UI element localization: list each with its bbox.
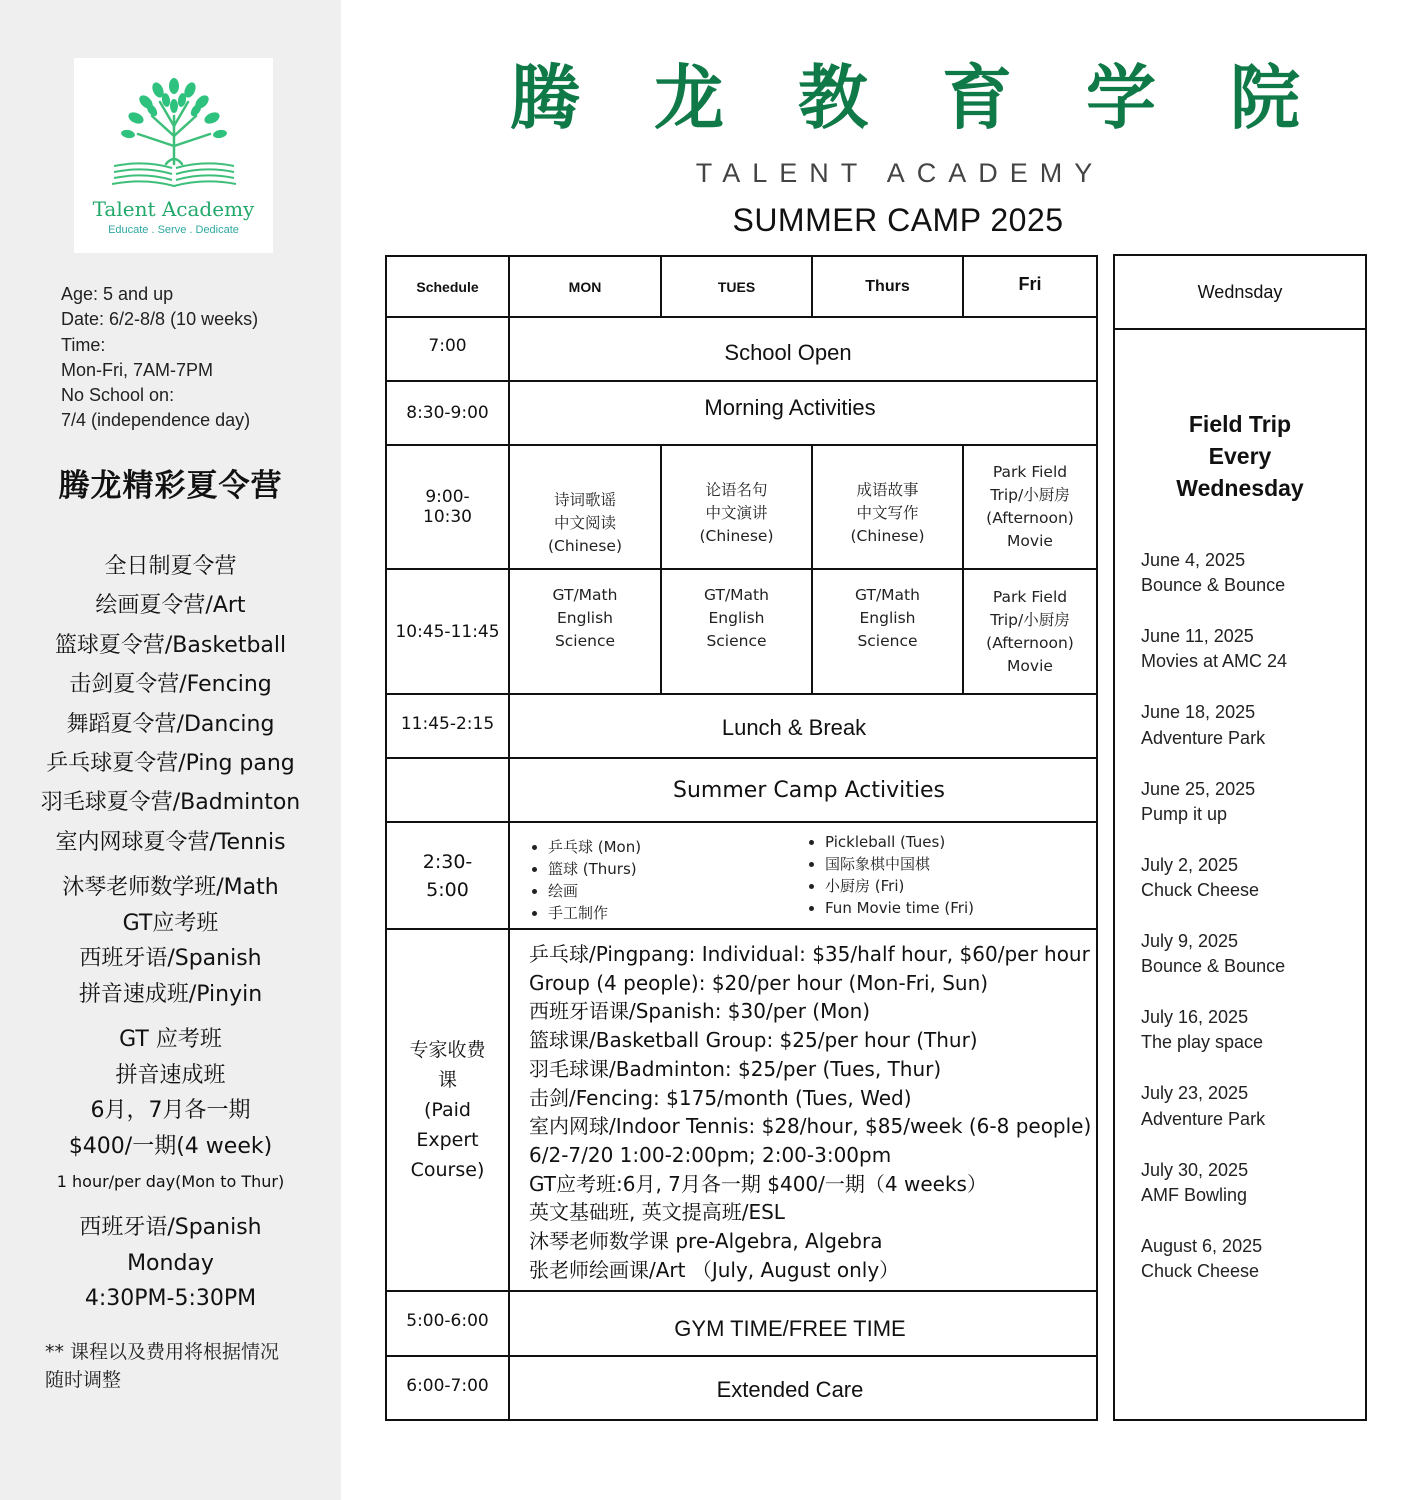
camp-item: 篮球夏令营/Basketball bbox=[54, 632, 287, 658]
gt-line: $400/一期(4 week) bbox=[68, 1133, 273, 1159]
list-item: • 国际象棋中国棋 bbox=[825, 853, 974, 875]
note-line: ** 课程以及费用将根据情况 bbox=[45, 1341, 280, 1363]
spanish-block bbox=[0, 1210, 341, 1317]
fee-line: Group (4 people): $20/per hour (Mon-Fri, Sun) bbox=[529, 970, 989, 995]
class-item: 西班牙语/Spanish bbox=[79, 946, 262, 971]
field-trip-title: Field Trip Every Wednesday bbox=[1176, 411, 1304, 501]
gt-block bbox=[0, 1022, 341, 1200]
camp-item: 室内网球夏令营/Tennis bbox=[55, 829, 286, 855]
time-slot: 9:00- 10:30 bbox=[423, 487, 472, 527]
list-item: August 6, 2025 Chuck Cheese bbox=[1141, 1235, 1263, 1281]
book-tree-icon bbox=[108, 76, 240, 196]
activities-list-left bbox=[530, 836, 641, 924]
field-trip-list bbox=[1141, 548, 1287, 1310]
time-slot: 6:00-7:00 bbox=[406, 1376, 489, 1396]
list-item: July 30, 2025 AMF Bowling bbox=[1141, 1159, 1249, 1205]
list-item: July 23, 2025 Adventure Park bbox=[1141, 1083, 1266, 1129]
fee-line: 篮球课/Basketball Group: $25/per hour (Thur) bbox=[529, 1028, 978, 1053]
fee-line: 乒乓球/Pingpang: Individual: $35/half hour, $60/per hour bbox=[529, 942, 1090, 966]
academic-thurs: GT/Math English Science bbox=[855, 585, 920, 650]
class-item: 拼音速成班/Pinyin bbox=[78, 981, 263, 1007]
fee-note bbox=[45, 1338, 279, 1394]
title-char: 腾 bbox=[510, 57, 580, 139]
camp-item: 击剑夏令营/Fencing bbox=[69, 672, 272, 698]
gt-line: 6月，7月各一期 bbox=[90, 1098, 251, 1123]
chinese-title bbox=[510, 58, 1300, 138]
paid-course-label: 专家收费 课 (Paid Expert Course) bbox=[409, 1039, 486, 1181]
info-line: Date: 6/2-8/8 (10 weeks) bbox=[61, 309, 259, 330]
list-item: July 9, 2025 Bounce & Bounce bbox=[1141, 930, 1286, 977]
logo-tagline: Educate . Serve . Dedicate bbox=[108, 224, 239, 236]
time-slot: 2:30- 5:00 bbox=[422, 850, 473, 901]
time-slot: 7:00 bbox=[428, 336, 467, 356]
schedule-table bbox=[385, 255, 1098, 1421]
chinese-mon: 诗词歌谣 中文阅读 (Chinese) bbox=[547, 490, 623, 555]
activities-list-right bbox=[807, 831, 974, 919]
english-title: TALENT ACADEMY bbox=[695, 158, 1105, 188]
camp-title: SUMMER CAMP 2025 bbox=[732, 202, 1064, 238]
fee-line: 西班牙语课/Spanish: $30/per (Mon) bbox=[529, 999, 871, 1024]
list-item: July 2, 2025 Chuck Cheese bbox=[1141, 854, 1260, 901]
lunch-break: Lunch & Break bbox=[721, 715, 867, 740]
logo-name: Talent Academy bbox=[92, 197, 255, 221]
gt-note: 1 hour/per day(Mon to Thur) bbox=[56, 1172, 285, 1191]
time-slot: 11:45-2:15 bbox=[400, 714, 495, 734]
park-trip-fri: Park Field Trip/小厨房 (Afternoon) Movie bbox=[986, 463, 1074, 550]
list-item: • 手工制作 bbox=[548, 902, 641, 924]
sidebar-title: 腾龙精彩夏令营 bbox=[58, 468, 283, 504]
fee-line: 英文基础班, 英文提高班/ESL bbox=[529, 1200, 785, 1225]
title-char: 教 bbox=[798, 57, 868, 139]
list-item: June 11, 2025 Movies at AMC 24 bbox=[1141, 626, 1288, 672]
camp-item: 绘画夏令营/Art bbox=[95, 593, 246, 619]
spanish-line: 4:30PM-5:30PM bbox=[84, 1286, 257, 1311]
info-line: 7/4 (independence day) bbox=[61, 410, 251, 431]
list-item: • 绘画 bbox=[548, 880, 641, 902]
fee-line: 击剑/Fencing: $175/month (Tues, Wed) bbox=[529, 1085, 912, 1110]
school-open: School Open bbox=[724, 340, 852, 365]
fee-line: 沐琴老师数学课 pre-Algebra, Algebra bbox=[529, 1229, 883, 1254]
extended-care: Extended Care bbox=[716, 1377, 864, 1402]
gt-line: GT 应考班 bbox=[119, 1027, 222, 1052]
gt-line: 拼音速成班 bbox=[115, 1062, 226, 1088]
list-item: July 16, 2025 The play space bbox=[1141, 1007, 1264, 1053]
class-list bbox=[0, 870, 341, 1012]
camp-item: 全日制夏令营 bbox=[104, 554, 237, 579]
header-mon: MON bbox=[568, 278, 602, 295]
fee-line: 6/2-7/20 1:00-2:00pm; 2:00-3:00pm bbox=[529, 1142, 892, 1167]
time-slot: 8:30-9:00 bbox=[406, 403, 489, 423]
class-item: GT应考班 bbox=[122, 910, 219, 936]
activities-title: Summer Camp Activities bbox=[673, 777, 945, 803]
camp-list bbox=[0, 547, 341, 862]
time-slot: 10:45-11:45 bbox=[395, 621, 500, 642]
info-line: Mon-Fri, 7AM-7PM bbox=[61, 359, 214, 380]
fee-line: GT应考班:6月, 7月各一期 $400/一期（4 weeks） bbox=[529, 1171, 987, 1196]
wednesday-header: Wednsday bbox=[1115, 256, 1365, 330]
list-item: June 25, 2025 Pump it up bbox=[1141, 778, 1256, 824]
header-thurs: Thurs bbox=[865, 277, 910, 295]
list-item: • 篮球 (Thurs) bbox=[548, 858, 641, 880]
title-char: 育 bbox=[942, 57, 1012, 139]
spanish-line: Monday bbox=[127, 1250, 214, 1276]
chinese-tues: 论语名句 中文演讲 (Chinese) bbox=[699, 480, 774, 545]
class-item: 沐琴老师数学班/Math bbox=[62, 875, 279, 900]
fee-line: 羽毛球课/Badminton: $25/per (Tues, Thur) bbox=[529, 1056, 942, 1081]
header-schedule: Schedule bbox=[416, 278, 479, 295]
title-char: 龙 bbox=[654, 57, 724, 139]
list-item: June 18, 2025 Adventure Park bbox=[1141, 702, 1266, 748]
list-item: • 乒乓球 (Mon) bbox=[548, 836, 641, 858]
note-line: 随时调整 bbox=[45, 1369, 122, 1391]
time-slot: 5:00-6:00 bbox=[406, 1311, 489, 1331]
list-item: • Fun Movie time (Fri) bbox=[825, 897, 974, 919]
header-tues: TUES bbox=[717, 278, 756, 295]
camp-item: 舞蹈夏令营/Dancing bbox=[66, 711, 275, 737]
list-item: • 小厨房 (Fri) bbox=[825, 875, 974, 897]
academic-mon: GT/Math English Science bbox=[552, 585, 618, 650]
camp-item: 乒乓球夏令营/Ping pang bbox=[46, 751, 295, 777]
title-char: 院 bbox=[1230, 57, 1300, 139]
gym-time: GYM TIME/FREE TIME bbox=[674, 1316, 906, 1341]
spanish-line: 西班牙语/Spanish bbox=[79, 1215, 262, 1240]
logo bbox=[74, 58, 273, 253]
chinese-thurs: 成语故事 中文写作 (Chinese) bbox=[850, 480, 925, 545]
academic-tues: GT/Math English Science bbox=[704, 585, 769, 650]
camp-item: 羽毛球夏令营/Badminton bbox=[40, 790, 301, 816]
fee-line: 室内网球/Indoor Tennis: $28/hour, $85/week (6-8 people) bbox=[529, 1114, 1092, 1139]
info-line: No School on: bbox=[61, 385, 175, 406]
header-fri: Fri bbox=[1018, 274, 1042, 294]
morning-activities: Morning Activities bbox=[704, 395, 876, 420]
list-item: • Pickleball (Tues) bbox=[825, 831, 974, 853]
wednesday-column bbox=[1113, 254, 1367, 1421]
fee-list bbox=[529, 940, 1091, 1284]
sidebar bbox=[0, 0, 341, 1500]
list-item: June 4, 2025 Bounce & Bounce bbox=[1141, 550, 1286, 596]
info-line: Age: 5 and up bbox=[61, 284, 174, 304]
park-trip-fri: Park Field Trip/小厨房 (Afternoon) Movie bbox=[986, 587, 1074, 675]
info-line: Time: bbox=[61, 334, 106, 355]
title-char: 学 bbox=[1086, 57, 1156, 139]
fee-line: 张老师绘画课/Art （July, August only） bbox=[529, 1257, 900, 1282]
camp-info bbox=[61, 282, 258, 434]
